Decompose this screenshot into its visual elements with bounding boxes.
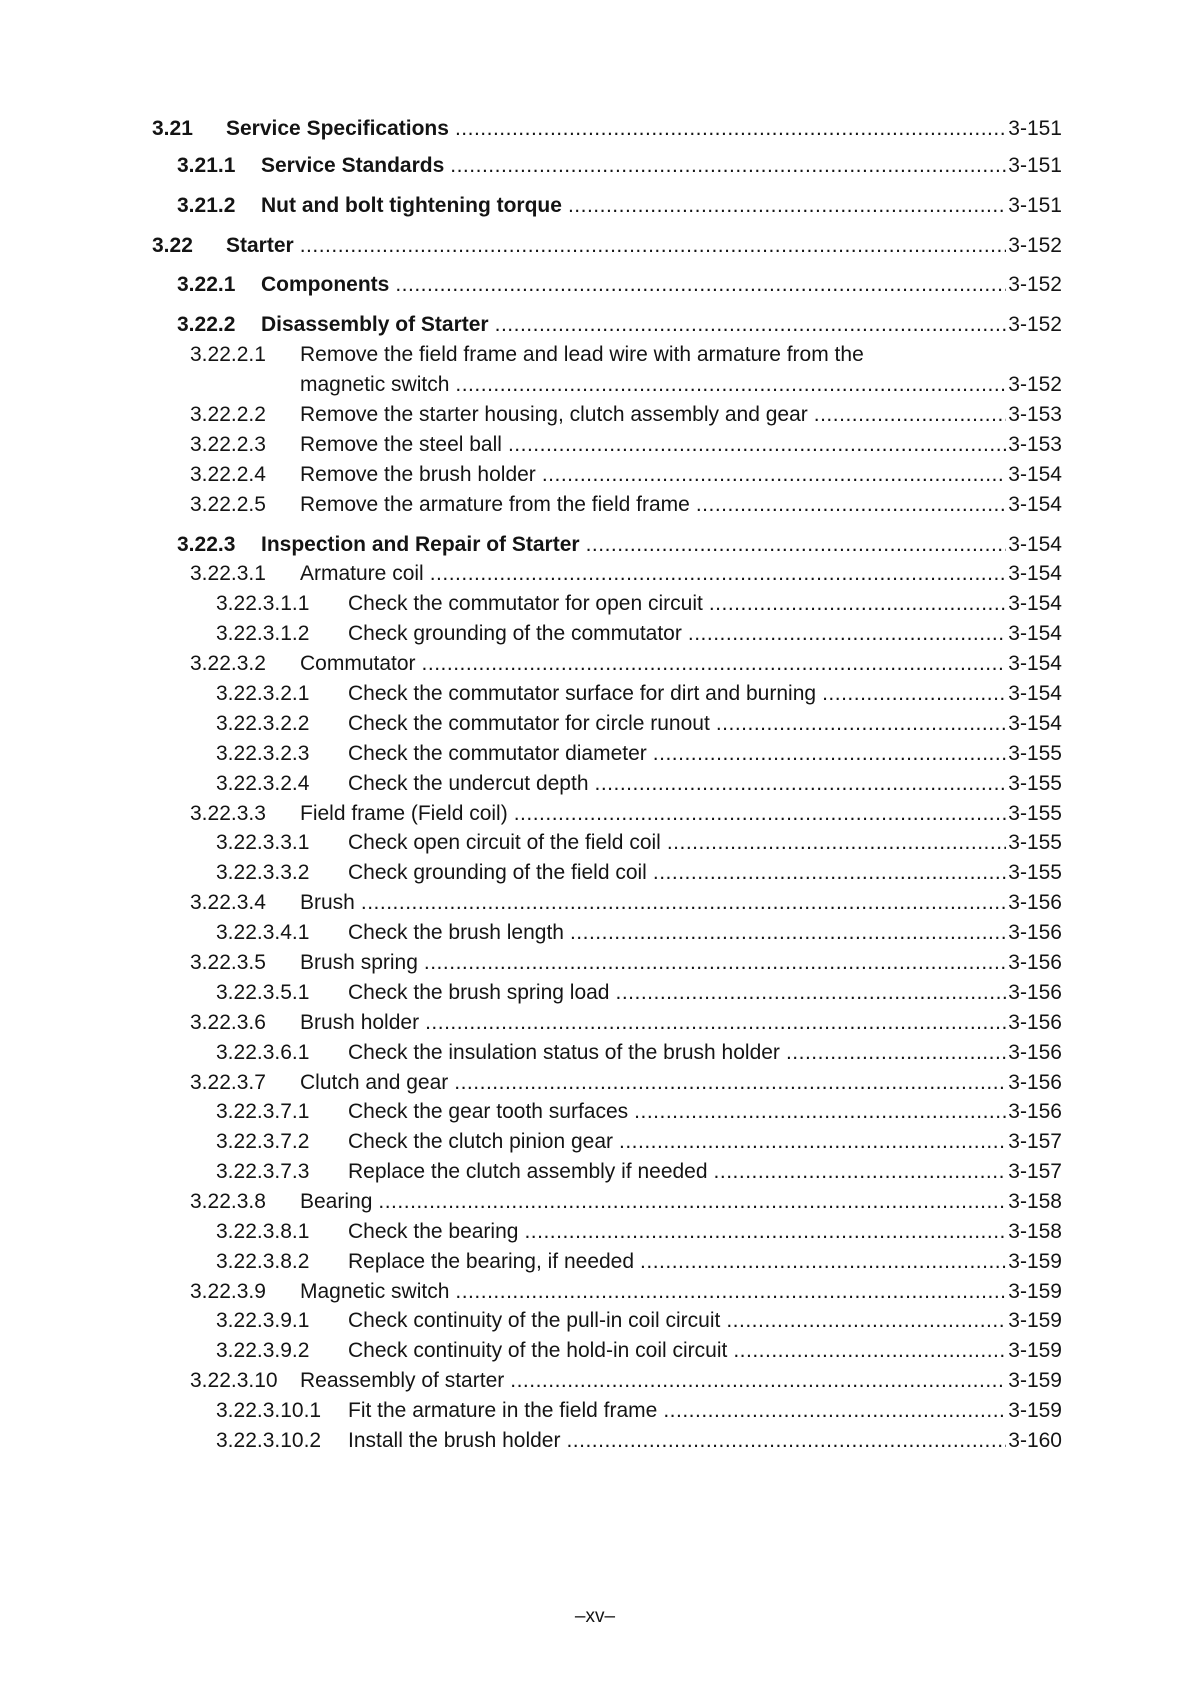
toc-entry-page: 3-154 [1008,592,1062,615]
toc-entry-title: Check the commutator diameter [348,742,647,765]
toc-entry-number: 3.22.3.7.1 [216,1100,310,1123]
toc-entry-page: 3-154 [1008,622,1062,645]
toc-entry-title: Install the brush holder [348,1429,561,1452]
toc-entry-title: Commutator [300,652,416,675]
toc-entry-page: 3-152 [1008,273,1062,296]
toc-dot-leader [586,532,1007,558]
toc-entry-title: Check the clutch pinion gear [348,1130,613,1153]
toc-entry-page: 3-151 [1008,194,1062,217]
toc-entry-title: magnetic switch [300,373,450,396]
toc-dot-leader [566,1428,1006,1454]
toc-entry[interactable] [216,1129,1062,1155]
toc-entry[interactable] [216,681,1062,707]
toc-entry-title: Inspection and Repair of Starter [261,533,580,556]
toc-entry-page: 3-154 [1008,463,1062,486]
toc-entry-page: 3-152 [1008,373,1062,396]
toc-dot-leader [424,950,1006,976]
toc-entry-title: Brush spring [300,951,418,974]
toc-dot-leader [430,561,1007,587]
toc-entry[interactable] [216,621,1062,647]
toc-dot-leader [455,372,1006,398]
toc-entry-title: Remove the brush holder [300,463,536,486]
toc-dot-leader [714,1159,1007,1185]
toc-entry-page: 3-154 [1008,533,1062,556]
toc-entry[interactable] [190,1189,1062,1215]
toc-dot-leader [616,980,1007,1006]
toc-entry-number: 3.22.3.5.1 [216,981,310,1004]
toc-dot-leader [595,771,1007,797]
toc-entry-page: 3-156 [1008,921,1062,944]
toc-entry-number: 3.22.3.1 [190,562,266,585]
toc-entry-page: 3-156 [1008,1041,1062,1064]
toc-entry[interactable] [190,950,1062,976]
toc-dot-leader [653,860,1006,886]
toc-dot-leader [822,681,1006,707]
toc-entry-number: 3.22.3.1.1 [216,592,310,615]
toc-entry-title: Check continuity of the pull-in coil circuit [348,1309,721,1332]
toc-entry[interactable] [216,741,1062,767]
toc-entry-title: Brush holder [300,1011,420,1034]
toc-entry[interactable] [177,312,1062,338]
toc-entry[interactable] [216,1219,1062,1245]
toc-entry-title: Replace the clutch assembly if needed [348,1160,708,1183]
toc-dot-leader [542,462,1006,488]
toc-entry-number: 3.22.3.9.2 [216,1339,310,1362]
toc-entry-title: Check the commutator for circle runout [348,712,710,735]
toc-entry-number: 3.22.3.2.2 [216,712,310,735]
toc-entry-page: 3-160 [1008,1429,1062,1452]
toc-entry[interactable] [216,711,1062,737]
toc-entry-title: Check continuity of the hold-in coil circuit [348,1339,728,1362]
toc-entry-page: 3-154 [1008,652,1062,675]
toc-entry-title: Brush [300,891,355,914]
toc-entry-title: Check the gear tooth surfaces [348,1100,629,1123]
toc-entry[interactable] [190,1368,1062,1394]
toc-entry-page: 3-156 [1008,1071,1062,1094]
toc-entry-number: 3.22.3.7 [190,1071,266,1094]
toc-dot-leader [786,1040,1006,1066]
toc-entry[interactable] [216,591,1062,617]
toc-entry-number: 3.22 [152,234,193,257]
toc-entry[interactable] [216,1308,1062,1334]
toc-dot-leader [640,1249,1006,1275]
toc-entry-title: Check grounding of the field coil [348,861,647,884]
toc-dot-leader [455,1279,1006,1305]
toc-entry-page: 3-151 [1008,117,1062,140]
toc-dot-leader [568,193,1006,219]
toc-dot-leader [653,741,1006,767]
toc-entry-page: 3-154 [1008,493,1062,516]
toc-entry[interactable] [190,651,1062,677]
toc-entry-number: 3.22.3.3.2 [216,861,310,884]
toc-entry-page: 3-156 [1008,951,1062,974]
toc-entry-number: 3.22.3.2.3 [216,742,310,765]
page-number-footer: –xv– [574,1606,616,1627]
toc-dot-leader [634,1099,1006,1125]
toc-entry[interactable] [190,402,1062,428]
toc-entry-title: Check the brush spring load [348,981,610,1004]
toc-entry[interactable] [216,1428,1062,1454]
toc-entry-page: 3-156 [1008,891,1062,914]
toc-entry[interactable] [190,1279,1062,1305]
toc-entry[interactable] [177,193,1062,219]
toc-dot-leader [716,711,1006,737]
toc-entry[interactable] [190,492,1062,518]
toc-entry[interactable] [177,272,1062,298]
toc-entry-page: 3-156 [1008,1011,1062,1034]
toc-entry-page: 3-154 [1008,682,1062,705]
toc-entry-number: 3.21.1 [177,154,236,177]
toc-dot-leader [688,621,1006,647]
toc-dot-leader [514,801,1007,827]
toc-entry-title: Reassembly of starter [300,1369,505,1392]
toc-entry-title: Check the commutator for open circuit [348,592,703,615]
toc-entry[interactable] [216,771,1062,797]
toc-entry[interactable] [190,1070,1062,1096]
toc-dot-leader [495,312,1007,338]
toc-dot-leader [510,1368,1006,1394]
toc-entry-title: Replace the bearing, if needed [348,1250,635,1273]
toc-entry-number: 3.22.3.7.3 [216,1160,310,1183]
toc-entry[interactable] [190,890,1062,916]
toc-dot-leader [450,153,1006,179]
toc-dot-leader [667,830,1006,856]
toc-entry-page: 3-158 [1008,1220,1062,1243]
toc-entry-number: 3.22.3.8.1 [216,1220,310,1243]
toc-dot-leader [455,116,1006,142]
toc-entry-number: 3.22.3.9.1 [216,1309,310,1332]
toc-entry-number: 3.21 [152,117,193,140]
toc-entry[interactable] [216,1338,1062,1364]
toc-entry-number: 3.22.3 [177,533,236,556]
toc-dot-leader [422,651,1007,677]
toc-entry-page: 3-152 [1008,234,1062,257]
toc-entry-title: Remove the armature from the field frame [300,493,690,516]
toc-entry[interactable] [190,801,1062,827]
toc-dot-leader [361,890,1006,916]
toc-dot-leader [570,920,1006,946]
toc-dot-leader [696,492,1006,518]
toc-entry[interactable] [152,233,1062,259]
toc-entry-title: Check the commutator surface for dirt and burning [348,682,817,705]
toc-dot-leader [814,402,1007,428]
toc-dot-leader [425,1010,1006,1036]
toc-entry-number: 3.22.3.6.1 [216,1041,310,1064]
toc-entry-page: 3-159 [1008,1339,1062,1362]
toc-entry-page: 3-155 [1008,831,1062,854]
toc-entry[interactable] [190,342,1062,368]
toc-entry-number: 3.22.3.2 [190,652,266,675]
toc-dot-leader [395,272,1006,298]
toc-entry-page: 3-152 [1008,313,1062,336]
toc-entry-number: 3.22.3.7.2 [216,1130,310,1153]
toc-dot-leader [709,591,1006,617]
toc-entry-page: 3-158 [1008,1190,1062,1213]
toc-entry-number: 3.21.2 [177,194,236,217]
toc-dot-leader [663,1398,1006,1424]
toc-entry-number: 3.22.2.2 [190,403,266,426]
toc-entry-number: 3.22.2.3 [190,433,266,456]
toc-entry-title: Remove the starter housing, clutch assembly and gear [300,403,808,426]
toc-entry-number: 3.22.3.1.2 [216,622,310,645]
toc-dot-leader [508,432,1006,458]
toc-entry[interactable] [216,1040,1062,1066]
toc-entry-title: Components [261,273,390,296]
toc-entry-page: 3-153 [1008,433,1062,456]
toc-entry-number: 3.22.3.10.1 [216,1399,322,1422]
toc-entry-number: 3.22.3.8 [190,1190,266,1213]
toc-entry-number: 3.22.3.5 [190,951,266,974]
toc-entry-title: Armature coil [300,562,424,585]
toc-entry-number: 3.22.3.2.4 [216,772,310,795]
toc-entry-number: 3.22.3.3 [190,802,266,825]
toc-entry-page: 3-155 [1008,802,1062,825]
toc-entry-title: Check the brush length [348,921,564,944]
toc-entry[interactable] [190,561,1062,587]
toc-entry-number: 3.22.3.10.2 [216,1429,322,1452]
toc-dot-leader [300,233,1007,259]
toc-entry[interactable] [300,372,1062,398]
toc-entry-title: Disassembly of Starter [261,313,489,336]
toc-entry-title: Check the insulation status of the brush holder [348,1041,780,1064]
toc-entry-title: Check the bearing [348,1220,519,1243]
toc-entry-number: 3.22.1 [177,273,236,296]
toc-entry-number: 3.22.2.4 [190,463,266,486]
toc-entry-number: 3.22.2 [177,313,236,336]
toc-dot-leader [619,1129,1006,1155]
toc-entry-page: 3-155 [1008,861,1062,884]
toc-entry[interactable] [216,980,1062,1006]
toc-entry-page: 3-155 [1008,772,1062,795]
toc-entry-page: 3-159 [1008,1280,1062,1303]
toc-entry-page: 3-155 [1008,742,1062,765]
toc-entry-number: 3.22.3.10 [190,1369,278,1392]
toc-entry-page: 3-153 [1008,403,1062,426]
toc-entry[interactable] [177,153,1062,179]
toc-entry-title: Check the undercut depth [348,772,589,795]
toc-entry[interactable] [216,1159,1062,1185]
toc-entry-page: 3-159 [1008,1399,1062,1422]
toc-entry[interactable] [216,920,1062,946]
toc-entry-number: 3.22.3.6 [190,1011,266,1034]
toc-entry-title: Check grounding of the commutator [348,622,682,645]
toc-entry[interactable] [190,462,1062,488]
toc-entry-number: 3.22.2.1 [190,343,266,366]
toc-entry-title: Nut and bolt tightening torque [261,194,562,217]
toc-entry-page: 3-159 [1008,1250,1062,1273]
toc-entry-page: 3-157 [1008,1160,1062,1183]
toc-entry-title: Check open circuit of the field coil [348,831,661,854]
toc-entry[interactable] [190,432,1062,458]
toc-entry-number: 3.22.3.9 [190,1280,266,1303]
toc-entry[interactable] [216,830,1062,856]
toc-entry[interactable] [216,1249,1062,1275]
toc-entry-page: 3-156 [1008,1100,1062,1123]
toc-entry-page: 3-151 [1008,154,1062,177]
toc-entry[interactable] [152,116,1062,142]
toc-entry-number: 3.22.3.3.1 [216,831,310,854]
toc-entry-title: Bearing [300,1190,373,1213]
toc-entry-title: Remove the steel ball [300,433,502,456]
toc-dot-leader [726,1308,1006,1334]
toc-entry-number: 3.22.3.2.1 [216,682,310,705]
toc-entry[interactable] [216,1099,1062,1125]
toc-entry-title: Starter [226,234,294,257]
toc-entry-number: 3.22.3.4.1 [216,921,310,944]
toc-entry-page: 3-154 [1008,712,1062,735]
toc-entry-number: 3.22.3.8.2 [216,1250,310,1273]
toc-dot-leader [524,1219,1006,1245]
toc-entry-title: Fit the armature in the field frame [348,1399,658,1422]
toc-entry-title: Remove the field frame and lead wire with armature from the [300,343,864,366]
toc-entry-page: 3-154 [1008,562,1062,585]
toc-dot-leader [733,1338,1006,1364]
toc-entry-title: Field frame (Field coil) [300,802,508,825]
toc-entry-title: Service Specifications [226,117,449,140]
toc-entry[interactable] [216,1398,1062,1424]
toc-entry-number: 3.22.3.4 [190,891,266,914]
toc-entry[interactable] [190,1010,1062,1036]
toc-dot-leader [378,1189,1006,1215]
toc-entry-page: 3-159 [1008,1369,1062,1392]
toc-entry-page: 3-157 [1008,1130,1062,1153]
toc-entry-page: 3-156 [1008,981,1062,1004]
toc-entry-page: 3-159 [1008,1309,1062,1332]
toc-entry-title: Magnetic switch [300,1280,450,1303]
toc-entry[interactable] [177,532,1062,558]
toc-entry[interactable] [216,860,1062,886]
toc-entry-title: Service Standards [261,154,445,177]
toc-dot-leader [454,1070,1006,1096]
toc-entry-number: 3.22.2.5 [190,493,266,516]
toc-entry-title: Clutch and gear [300,1071,449,1094]
